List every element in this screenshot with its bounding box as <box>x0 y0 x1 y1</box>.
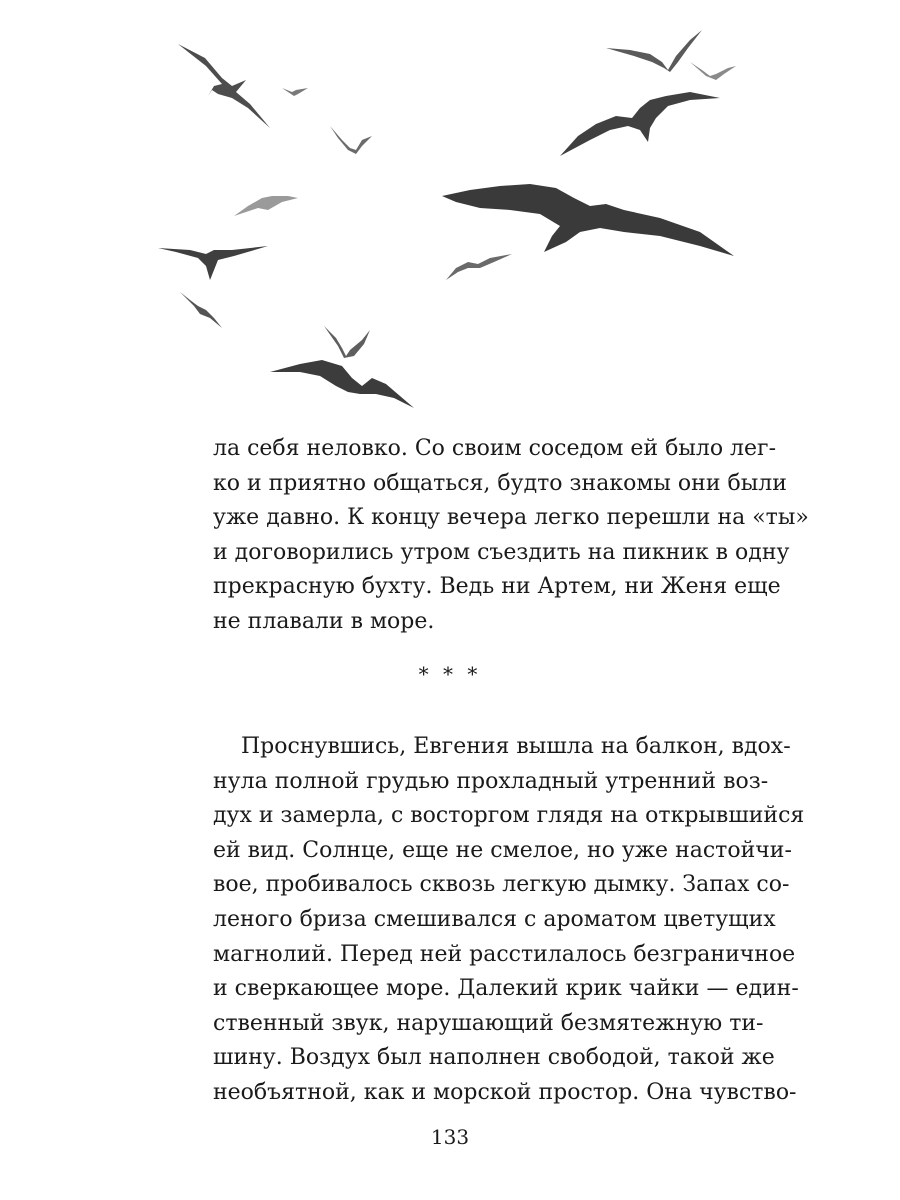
seagull-icon <box>234 196 298 216</box>
text-line: леного бриза смешивался с ароматом цветущих <box>213 906 776 932</box>
text-line: магнолий. Перед ней расстилалось безграничное <box>213 941 796 967</box>
paragraph-main <box>213 730 805 1111</box>
text-line: не плавали в море. <box>213 608 435 634</box>
text-line: прекрасную бухту. Ведь ни Артем, ни Женя еще <box>213 574 781 600</box>
seagull-icon <box>690 62 736 80</box>
text-line: и сверкающее море. Далекий крик чайки — един- <box>213 976 799 1002</box>
text-line: ственный звук, нарушающий безмятежную ти- <box>213 1010 764 1036</box>
section-separator: * * * <box>418 662 482 686</box>
text-line: вое, пробивалось сквозь легкую дымку. Запах со- <box>213 872 790 898</box>
seagull-icon <box>158 246 268 280</box>
seagull-icon <box>178 44 270 128</box>
text-line: уже давно. К концу вечера легко перешли на «ты» <box>213 505 809 531</box>
text-line: нула полной грудью прохладный утренний воз- <box>213 768 769 794</box>
text-line: ко и приятно общаться, будто знакомы они были <box>213 470 787 496</box>
seagull-icon <box>270 360 414 408</box>
text-line: шину. Воздух был наполнен свободой, такой же <box>213 1045 775 1071</box>
seagull-icon <box>560 92 720 156</box>
text-line: ла себя неловко. Со своим соседом ей было лег- <box>213 436 777 461</box>
page-number: 133 <box>430 1125 470 1149</box>
seagull-icon <box>282 88 308 96</box>
seagull-icon <box>446 254 512 280</box>
text-line: Проснувшись, Евгения вышла на балкон, вдох- <box>241 734 791 759</box>
seagull-icon <box>442 184 734 256</box>
seagull-icon <box>606 30 702 72</box>
seagulls-illustration <box>150 25 750 420</box>
paragraph-continuation <box>213 432 809 640</box>
seagull-icon <box>330 126 372 154</box>
text-line: необъятной, как и морской простор. Она чувство- <box>213 1079 797 1105</box>
text-line: дух и замерла, с восторгом глядя на открывшийся <box>213 803 805 829</box>
text-line: ей вид. Солнце, еще не смелое, но уже настойчи- <box>213 837 792 863</box>
text-line: и договорились утром съездить на пикник в одну <box>213 539 790 565</box>
seagull-icon <box>324 326 370 358</box>
seagull-icon <box>180 292 222 328</box>
